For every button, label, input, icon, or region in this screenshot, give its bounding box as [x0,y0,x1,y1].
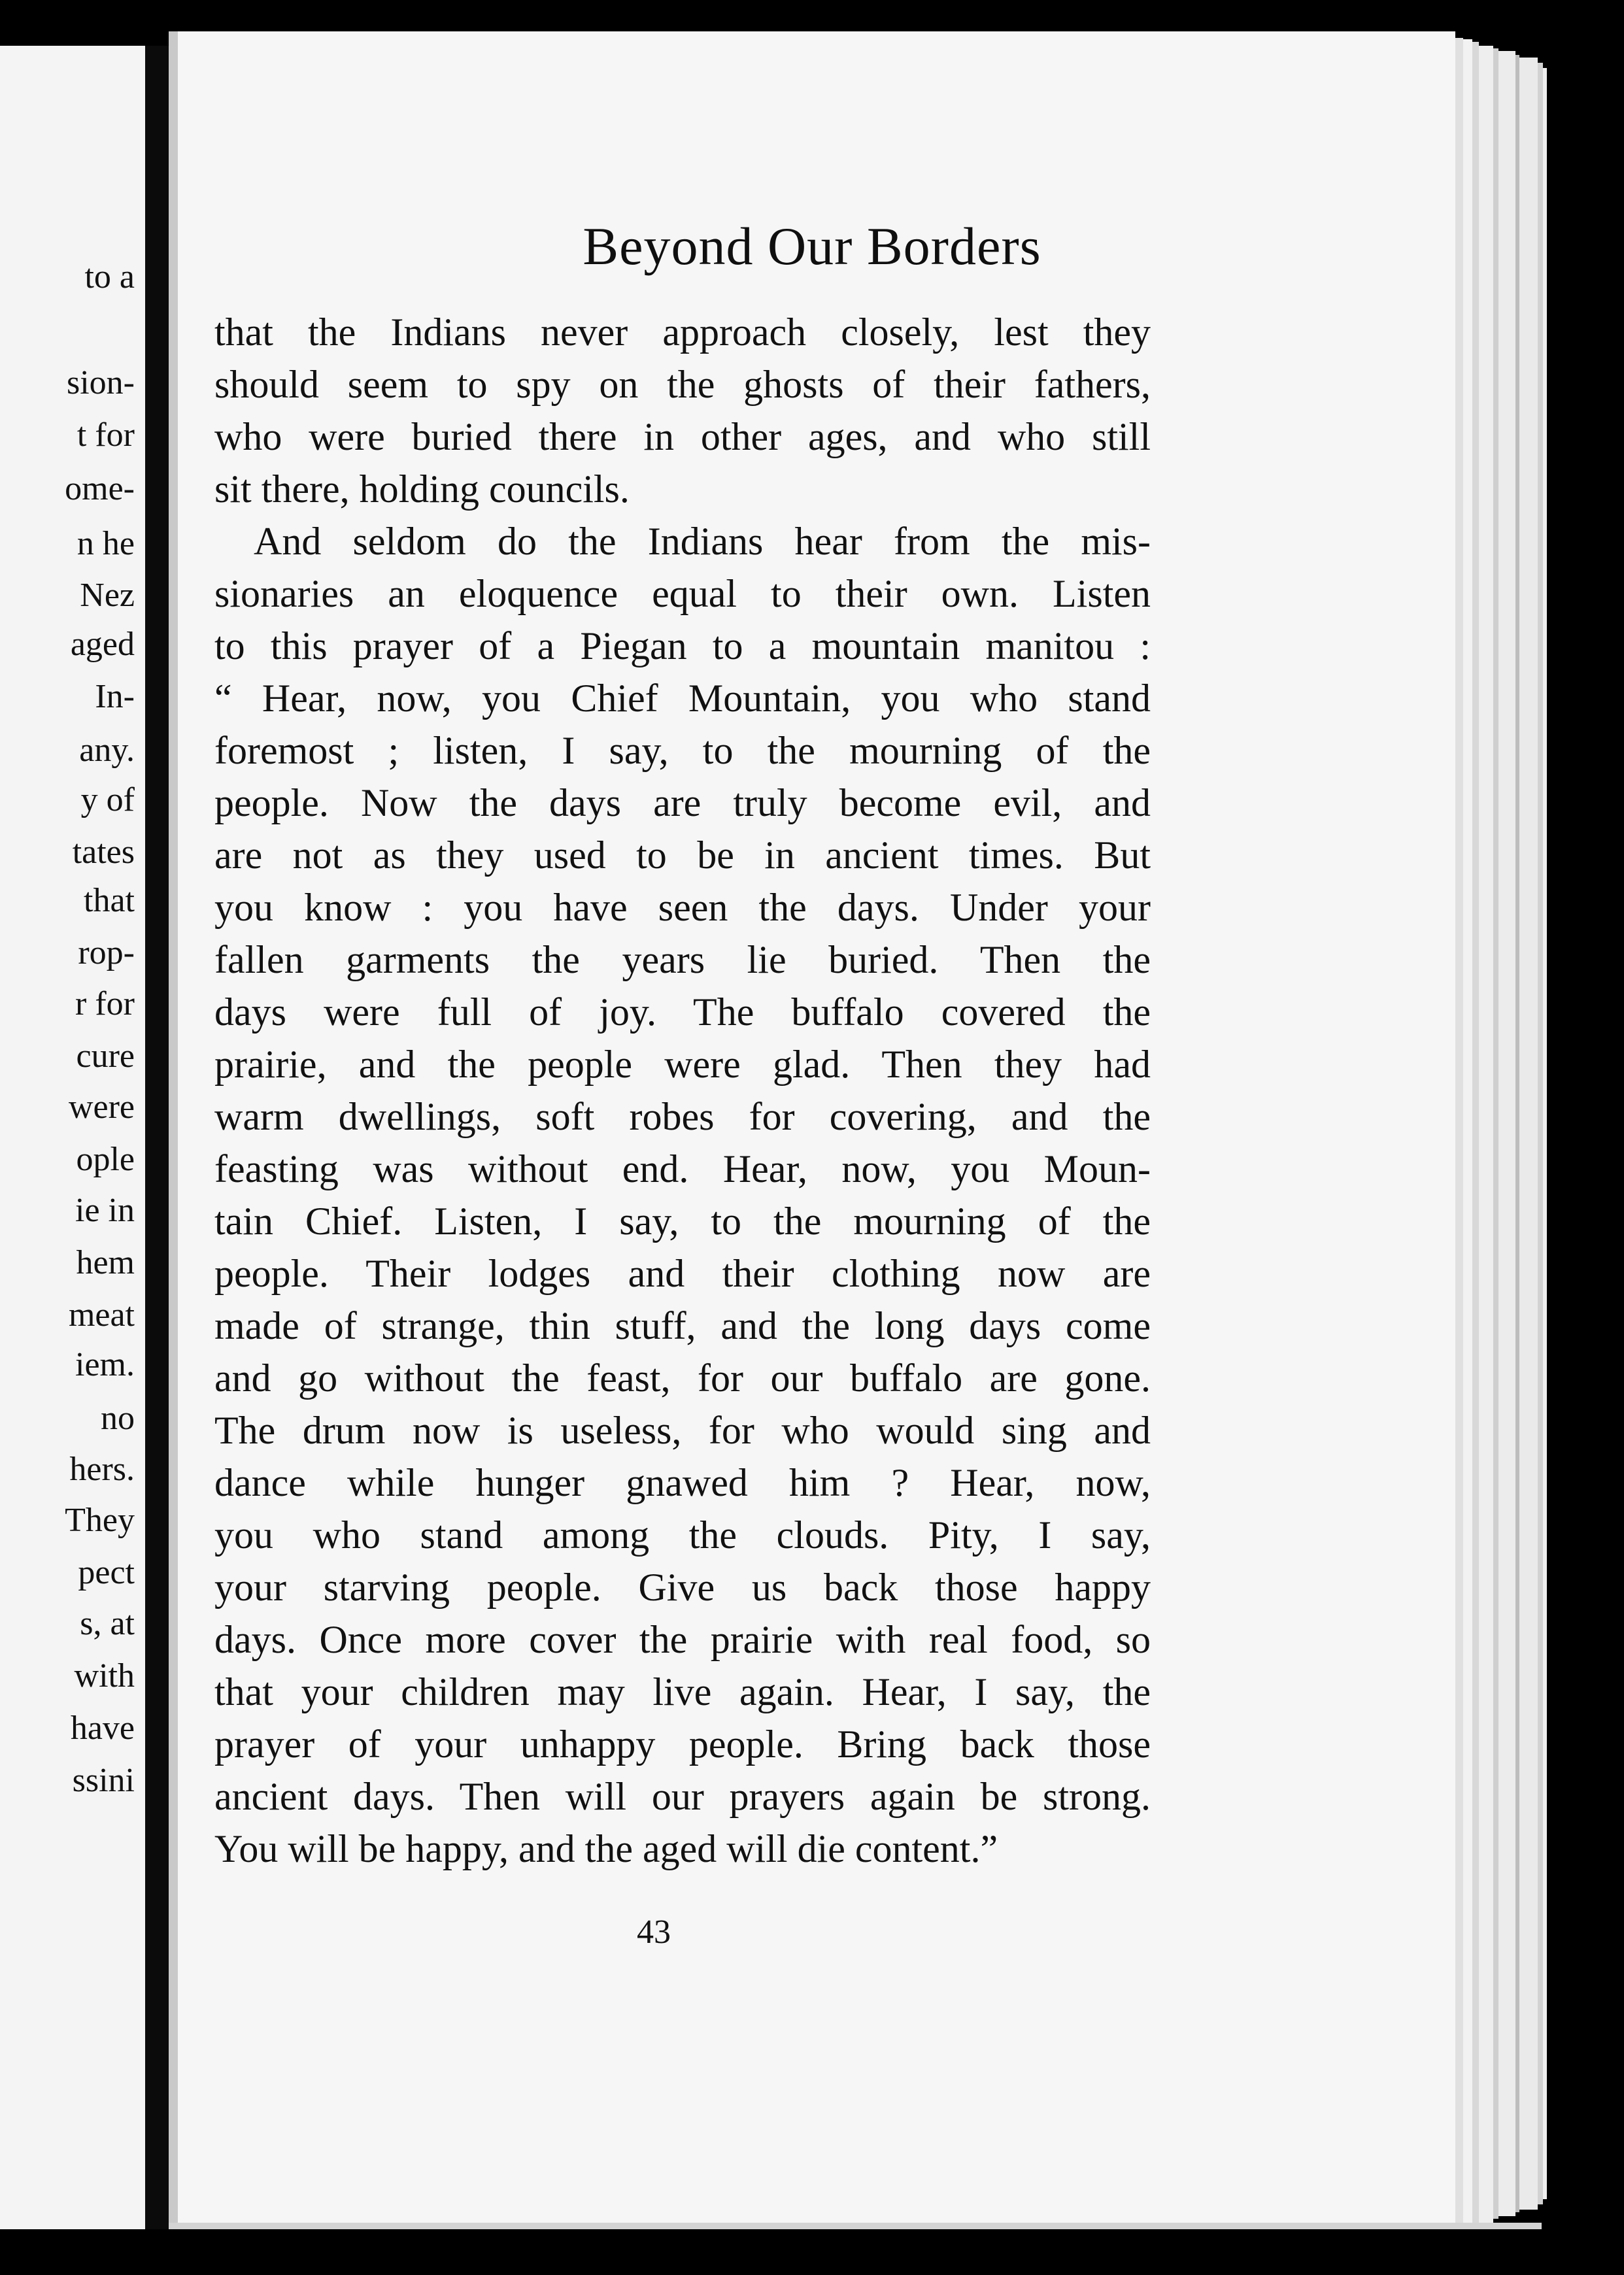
text-line: feasting was without end. Hear, now, you Moun- [214,1147,1151,1190]
running-head: Beyond Our Borders [583,216,1041,276]
left-page-line: that [84,882,135,919]
page-number: 43 [637,1913,671,1951]
left-page-line: s, at [80,1605,135,1642]
left-page-line: ome- [65,470,135,507]
text-line: made of strange, thin stuff, and the long days come [214,1304,1151,1347]
left-page-line: rop- [78,934,135,971]
text-line: tain Chief. Listen, I say, to the mourning of the [214,1200,1151,1243]
left-page-line: to a [84,258,135,295]
right-page [169,31,1455,2229]
body-text [214,306,1151,1875]
text-line: sionaries an eloquence equal to their own. Listen [214,572,1151,615]
left-page-line: Nez [80,577,135,614]
text-line: that your children may live again. Hear, I say, the [214,1670,1151,1713]
left-page-line: hers. [69,1451,135,1488]
left-page-line: hem [76,1244,135,1281]
text-line: and go without the feast, for our buffalo are gone. [214,1357,1151,1400]
text-line: You will be happy, and the aged will die content.” [214,1827,998,1870]
text-line: days. Once more cover the prairie with real food, so [214,1618,1151,1661]
left-page-line: sion- [67,364,135,401]
left-page-fragment [0,46,145,2229]
left-page-line: ie in [75,1192,135,1229]
text-line: you know : you have seen the days. Under your [214,886,1151,929]
text-line: your starving people. Give us back those happy [214,1566,1151,1609]
left-page-line: tates [72,834,135,871]
text-line: prayer of your unhappy people. Bring back those [214,1723,1151,1766]
left-page-line: have [70,1710,135,1747]
left-page-line: n he [76,525,135,562]
left-page-line: were [68,1088,135,1126]
text-line: people. Now the days are truly become evil, and [214,781,1151,824]
text-line: dance while hunger gnawed him ? Hear, now, [214,1461,1151,1504]
left-page-line: ople [76,1141,135,1178]
left-page-line: cure [76,1037,135,1075]
left-page-line: r for [75,985,135,1022]
text-line: prairie, and the people were glad. Then they had [214,1043,1151,1086]
text-line: And seldom do the Indians hear from the mis- [254,520,1151,563]
text-line: fallen garments the years lie buried. Then the [214,938,1151,981]
text-line: “ Hear, now, you Chief Mountain, you who stand [214,677,1151,720]
text-line: ancient days. Then will our prayers again be strong. [214,1775,1151,1818]
text-line: people. Their lodges and their clothing now are [214,1252,1151,1295]
text-line: that the Indians never approach closely, lest they [214,311,1151,354]
text-line: who were buried there in other ages, and who still [214,415,1151,458]
left-page-line: t for [76,416,135,454]
left-page-line: pect [78,1554,135,1591]
left-page-line: meat [68,1296,135,1334]
left-page-line: y of [80,781,135,818]
left-page-line: ssini [72,1762,135,1799]
text-line: warm dwellings, soft robes for covering, and the [214,1095,1151,1138]
left-page-line: with [74,1657,135,1694]
text-line: you who stand among the clouds. Pity, I say, [214,1513,1151,1557]
left-page-line: iem. [75,1346,135,1383]
text-line: sit there, holding councils. [214,467,630,511]
text-line: should seem to spy on the ghosts of their fathers, [214,363,1151,406]
left-page-line: any. [79,732,135,769]
text-line: foremost ; listen, I say, to the mourning of the [214,729,1151,772]
left-page-line: In- [95,678,135,715]
left-page-line: aged [70,626,135,663]
left-page-line: They [65,1502,135,1539]
left-page-line: no [101,1400,135,1437]
text-line: The drum now is useless, for who would sing and [214,1409,1151,1452]
text-line: are not as they used to be in ancient times. But [214,834,1151,877]
text-line: days were full of joy. The buffalo covered the [214,990,1151,1034]
text-line: to this prayer of a Piegan to a mountain manitou : [214,624,1151,667]
